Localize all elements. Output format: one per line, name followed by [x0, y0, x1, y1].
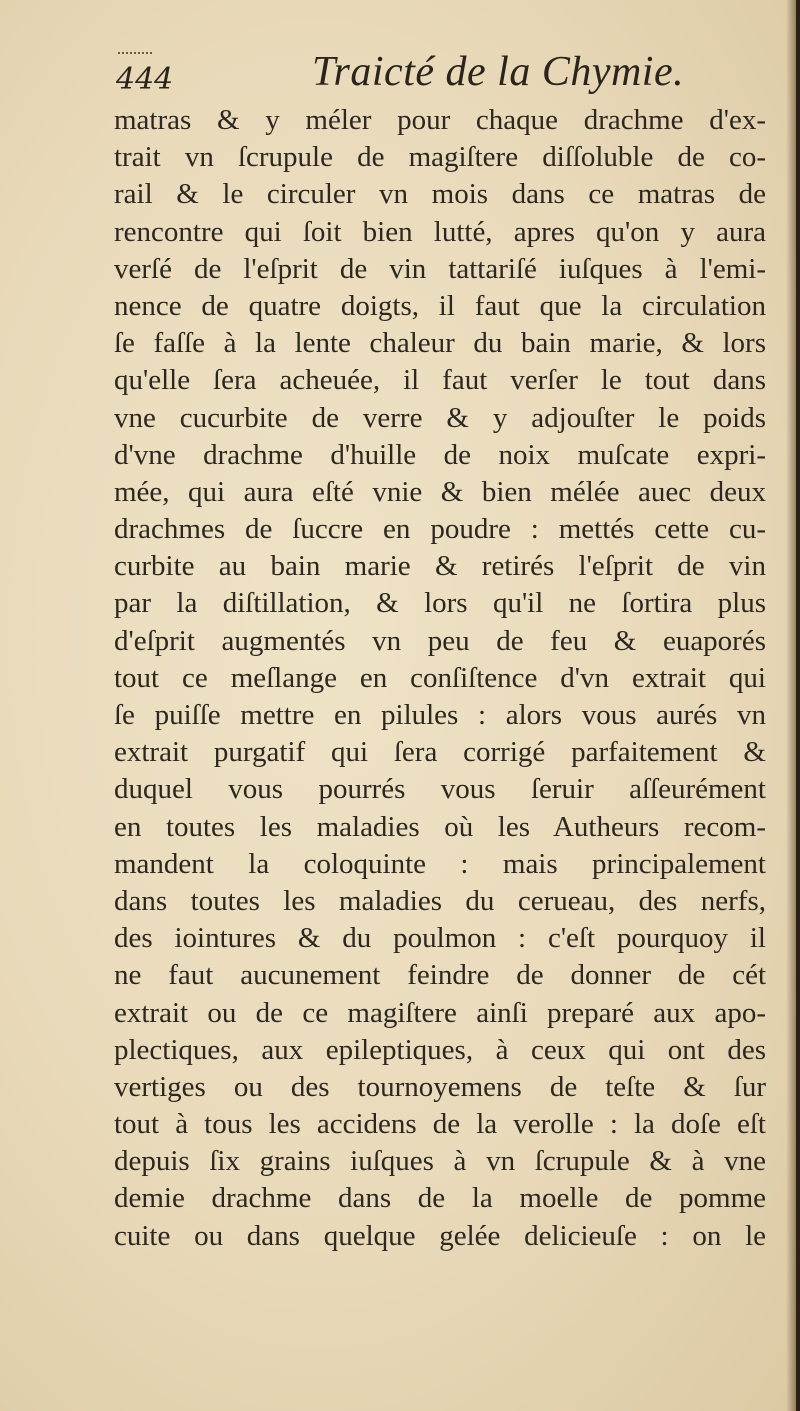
text-line: ne faut aucunement feindre de donner de cét — [114, 959, 766, 992]
text-line: vne cucurbite de verre & y adjouſter le poids — [114, 401, 766, 434]
text-line: des iointures & du poulmon : c'eſt pourquoy il — [114, 922, 766, 955]
text-line: rail & le circuler vn mois dans ce matras de — [114, 178, 766, 211]
text-line: drachmes de ſuccre en poudre : mettés cette cu- — [114, 513, 766, 546]
text-line: vertiges ou des tournoyemens de teſte & ſur — [114, 1070, 766, 1103]
text-line: demie drachme dans de la moelle de pomme — [114, 1182, 766, 1215]
text-line: dans toutes les maladies du cerueau, des nerfs, — [114, 884, 766, 917]
text-line: d'eſprit augmentés vn peu de feu & euaporés — [114, 624, 766, 657]
text-line: ſe puiſſe mettre en pilules : alors vous aurés vn — [114, 699, 766, 731]
text-line: extrait purgatif qui ſera corrigé parfaitement & — [114, 736, 766, 769]
text-line: duquel vous pourrés vous ſeruir aſſeurément — [114, 773, 766, 806]
text-line: tout à tous les accidens de la verolle : la doſe eſt — [114, 1108, 766, 1141]
text-line: d'vne drachme d'huille de noix muſcate expri- — [114, 438, 766, 471]
text-line: qu'elle ſera acheuée, il faut verſer le tout dans — [114, 364, 766, 397]
text-line: nence de quatre doigts, il faut que la circulation — [114, 289, 766, 322]
text-line: extrait ou de ce magiſtere ainſi preparé aux apo- — [114, 996, 766, 1029]
body-text — [114, 102, 766, 1255]
text-line: matras & y méler pour chaque drachme d'ex- — [114, 104, 766, 136]
text-line: trait vn ſcrupule de magiſtere diſſoluble de co- — [114, 141, 766, 174]
page-edge — [796, 0, 800, 1411]
text-line: rencontre qui ſoit bien lutté, apres qu'on y aura — [114, 215, 766, 248]
text-line: en toutes les maladies où les Autheurs recom- — [114, 810, 766, 843]
page-header — [116, 42, 776, 97]
text-line: tout ce meſlange en conſiſtence d'vn extrait qui — [114, 661, 766, 694]
text-line: mandent la coloquinte : mais principalement — [114, 847, 766, 880]
text-line: plectiques, aux epileptiques, à ceux qui ont des — [114, 1033, 766, 1066]
text-line: verſé de l'eſprit de vin tattariſé iuſques à l'emi- — [114, 252, 766, 285]
page-number: 444 — [116, 62, 174, 97]
text-line: depuis ſix grains iuſques à vn ſcrupule & à vne — [114, 1145, 766, 1178]
text-line: par la diſtillation, & lors qu'il ne ſortira plus — [114, 587, 766, 620]
text-line: mée, qui aura eſté vnie & bien mélée auec deux — [114, 475, 766, 508]
running-title: Traicté de la Chymie. — [312, 49, 685, 95]
text-line: curbite au bain marie & retirés l'eſprit de vin — [114, 550, 766, 583]
text-line: cuite ou dans quelque gelée delicieuſe : on le — [114, 1219, 766, 1252]
text-line: ſe faſſe à la lente chaleur du bain marie, & lors — [114, 327, 766, 360]
